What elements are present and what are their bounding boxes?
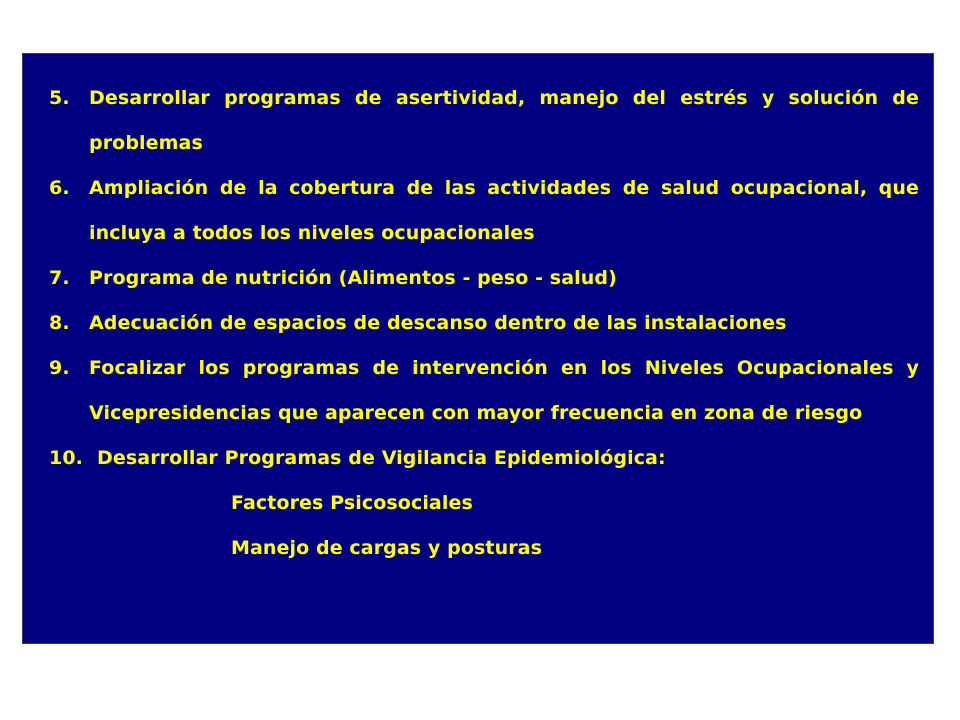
list-item-number: 9. [49, 357, 70, 379]
list-item-number: 6. [49, 177, 70, 199]
list-item-text: Desarrollar Programas de Vigilancia Epidemiológica: [97, 447, 666, 469]
list-item-text: Programa de nutrición (Alimentos - peso - salud) [89, 267, 617, 289]
list-item-number: 8. [49, 312, 70, 334]
list-item-text: Ampliación de la cobertura de las actividades de salud ocupacional, que incluya a todos los niveles ocupacionales [89, 177, 919, 244]
list-item-7 [49, 256, 919, 301]
slide-content-box [22, 53, 934, 644]
sub-item-psychosocial: Factores Psicosociales [231, 492, 473, 514]
list-item-8 [49, 301, 919, 346]
sub-item-loads-postures: Manejo de cargas y posturas [231, 537, 542, 559]
list-item-10 [49, 436, 919, 481]
list-item-number: 7. [49, 267, 70, 289]
list-item-5 [49, 76, 919, 166]
list-item-number: 10. [49, 447, 83, 469]
list-item-9 [49, 346, 919, 436]
recommendations-list [49, 76, 919, 571]
list-item-text: Desarrollar programas de asertividad, manejo del estrés y solución de problemas [89, 87, 919, 154]
list-item-6 [49, 166, 919, 256]
list-item-text: Focalizar los programas de intervención en los Niveles Ocupacionales y Vicepresidencias que aparecen con mayor frecuencia en zona de riesgo [89, 357, 919, 424]
list-item-text: Adecuación de espacios de descanso dentro de las instalaciones [89, 312, 787, 334]
list-item-number: 5. [49, 87, 70, 109]
